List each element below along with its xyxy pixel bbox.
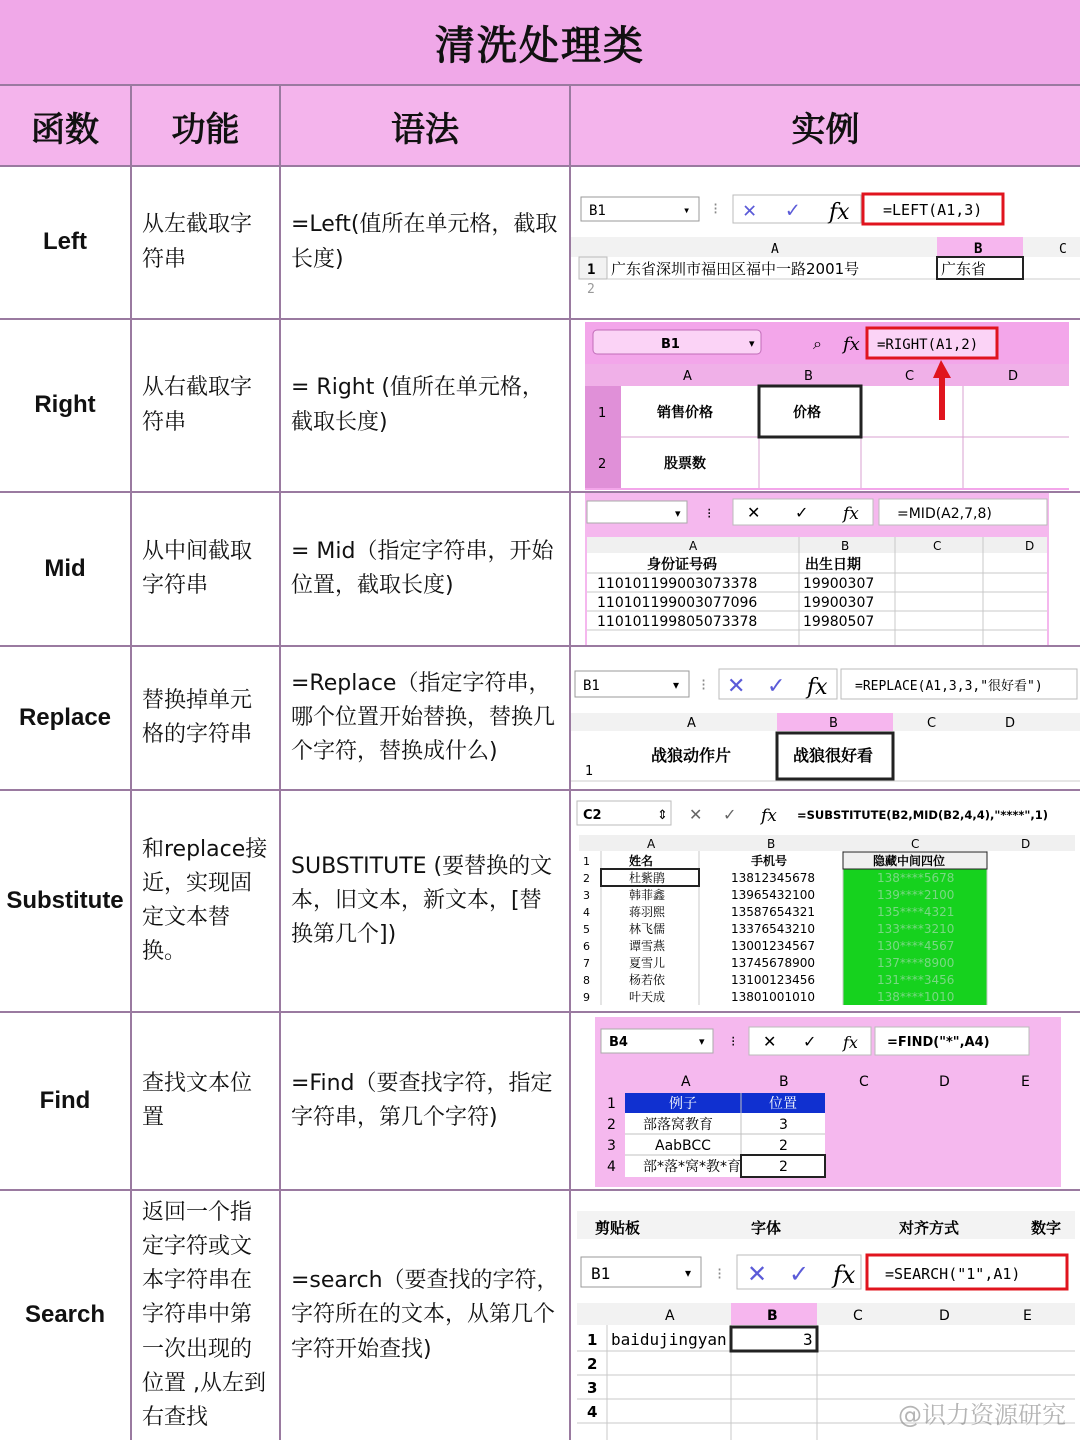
cell-position: 3 [779, 1117, 788, 1133]
col-header-c: C [853, 1308, 863, 1324]
name-box-text: B1 [591, 1264, 611, 1283]
example-screenshot-find [571, 1013, 1080, 1189]
row-header: 4 [583, 906, 590, 919]
header-feature: 功能 [132, 86, 281, 167]
feature-text: 从右截取字符串 [132, 320, 281, 491]
feature-text: 从左截取字符串 [132, 167, 281, 318]
col-header-a: A [683, 369, 692, 384]
row-header-2: 2 [587, 282, 595, 297]
cell-phone: 13376543210 [731, 922, 815, 936]
example-screenshot-substitute [571, 791, 1080, 1011]
chevron-down-icon: ▾ [699, 1035, 705, 1048]
function-icon[interactable]: fx [807, 675, 828, 700]
function-icon[interactable]: fx [843, 1033, 858, 1052]
chevron-down-icon: ▾ [673, 678, 680, 692]
cell-masked: 130****4567 [877, 939, 955, 953]
cell-name: 杜紫鹃 [629, 871, 666, 885]
formula-text: =MID(A2,7,8) [897, 506, 992, 522]
table-row-mid [0, 493, 1080, 647]
col-header-a: A [647, 837, 656, 851]
cell-b1-text: 战狼很好看 [793, 746, 874, 765]
row-header: 1 [587, 1331, 598, 1349]
row-header: 7 [583, 957, 590, 970]
syntax-text: =Find（要查找字符，指定字符串，第几个字符) [281, 1013, 571, 1189]
col-header-c: C [911, 837, 920, 851]
formula-text: =SUBSTITUTE(B2,MID(B2,4,4),"****",1) [797, 808, 1049, 822]
row-header: 2 [607, 1117, 616, 1133]
cell-phone: 13965432100 [731, 888, 815, 902]
col-header-b: B [779, 1074, 789, 1090]
cell-id: 110101199805073378 [597, 614, 758, 630]
col-header-b: B [804, 369, 813, 384]
syntax-text: = Right (值所在单元格，截取长度) [281, 320, 571, 491]
function-icon[interactable]: fx [833, 1261, 856, 1289]
confirm-icon[interactable]: ✓ [723, 805, 737, 824]
row-header: 2 [583, 872, 590, 885]
syntax-text: SUBSTITUTE (要替换的文本，旧文本，新文本，[替换第几个]) [281, 791, 571, 1011]
cell-phone: 13100123456 [731, 973, 815, 987]
cell-name: 蒋羽熙 [629, 905, 666, 919]
header-example: 实例 [791, 110, 860, 150]
row-header-1: 1 [585, 764, 594, 779]
example-screenshot-left [571, 167, 1080, 318]
cell-birth: 19900307 [803, 576, 875, 592]
cell-a1[interactable]: baidujingyan [611, 1330, 727, 1349]
example-screenshot-right [571, 320, 1080, 491]
cell-birth: 19980507 [803, 614, 875, 630]
col-header-a: A [665, 1308, 675, 1324]
cell-position: 2 [779, 1138, 788, 1154]
example-screenshot-replace [571, 647, 1080, 789]
function-icon[interactable]: fx [843, 504, 859, 524]
cell-masked: 139****2100 [877, 888, 955, 902]
cell-example: 部落窝教育 [643, 1117, 713, 1133]
cell-b1-text: 3 [803, 1330, 813, 1349]
dots-icon: ⁝ [701, 675, 707, 694]
row-header: 9 [583, 991, 590, 1004]
col-header-d: D [1025, 539, 1035, 553]
feature-text: 替换掉单元格的字符串 [132, 647, 281, 789]
function-icon[interactable]: fx [843, 334, 860, 355]
cell-a1[interactable]: 战狼动作片 [651, 746, 732, 765]
chevron-down-icon: ▾ [749, 337, 755, 350]
cancel-icon[interactable]: ✕ [747, 1260, 768, 1288]
cell-b1-text: 价格 [793, 405, 821, 421]
cell-masked: 138****5678 [877, 871, 955, 885]
cell-name: 杨若依 [629, 973, 666, 987]
col-header-d: D [939, 1308, 950, 1324]
col-header-a: A [771, 242, 779, 257]
ribbon-font[interactable]: 字体 [751, 1219, 782, 1237]
dots-icon: ⁝ [717, 1264, 723, 1283]
col-header-a: A [687, 716, 696, 731]
page-title: 清洗处理类 [0, 0, 1080, 86]
cell-name: 夏雪儿 [629, 956, 666, 970]
row-header: 6 [583, 940, 590, 953]
cell-example: AabBCC [655, 1138, 711, 1154]
watermark: @识力资源研究 [898, 1401, 1066, 1429]
cell-phone: 13001234567 [731, 939, 815, 953]
header-name: 姓名 [629, 854, 654, 868]
dots-icon: ⁝ [707, 506, 712, 522]
cell-b1-text: 广东省 [941, 260, 987, 278]
name-box-text: B1 [589, 203, 606, 219]
row-header: 8 [583, 974, 590, 987]
col-header-c: C [927, 716, 937, 731]
row-header: 4 [587, 1403, 598, 1421]
table-header [0, 86, 1080, 167]
example-screenshot-mid [571, 493, 1080, 645]
chevron-down-icon: ▾ [685, 1266, 692, 1280]
formula-text: =LEFT(A1,3) [883, 201, 983, 219]
table-row-find [0, 1013, 1080, 1191]
name-box-text: B4 [609, 1035, 628, 1050]
confirm-icon[interactable]: ✓ [803, 1032, 817, 1051]
cell-masked: 135****4321 [877, 905, 955, 919]
cell-position: 2 [779, 1159, 788, 1175]
formula-text: =RIGHT(A1,2) [877, 337, 979, 353]
header-syntax: 语法 [281, 86, 571, 167]
col-header-c: C [933, 539, 942, 553]
col-header-d: D [939, 1074, 950, 1090]
col-header-b: B [974, 241, 983, 257]
dots-icon: ⁝ [731, 1034, 736, 1050]
syntax-text: =Left(值所在单元格，截取长度) [281, 167, 571, 318]
col-header-b: B [767, 1308, 778, 1324]
row-header: 3 [583, 889, 590, 902]
col-header-c: C [859, 1074, 869, 1090]
cell-phone: 13587654321 [731, 905, 815, 919]
feature-text: 从中间截取字符串 [132, 493, 281, 645]
zoom-icon[interactable]: ⌕ [813, 334, 822, 353]
cancel-icon[interactable]: ✕ [763, 1032, 777, 1051]
col-header-a: A [681, 1074, 691, 1090]
name-box-text: B1 [661, 337, 680, 352]
ribbon-number[interactable]: 数字 [1031, 1219, 1062, 1237]
cancel-icon[interactable]: ✕ [747, 503, 761, 522]
cancel-icon[interactable]: ✕ [743, 198, 757, 223]
function-name: Find [0, 1013, 132, 1189]
dots-icon: ⁝ [713, 199, 719, 218]
row-header: 1 [607, 1096, 616, 1112]
header-birth: 出生日期 [805, 557, 861, 573]
cell-phone: 13801001010 [731, 990, 815, 1004]
row-header: 2 [587, 1355, 598, 1373]
name-box-text: C2 [583, 808, 602, 823]
cell-birth: 19900307 [803, 595, 875, 611]
header-id: 身份证号码 [647, 557, 717, 573]
function-name: Replace [0, 647, 132, 789]
header-position: 位置 [769, 1096, 797, 1112]
row-header-1: 1 [587, 262, 596, 278]
confirm-icon[interactable]: ✓ [786, 198, 800, 223]
cell-a1[interactable]: 广东省深圳市福田区福中一路2001号 [611, 260, 860, 278]
col-header-b: B [767, 837, 776, 851]
function-name: Mid [0, 493, 132, 645]
cell-example: 部*落*窝*教*育 [643, 1159, 741, 1175]
name-box-text: B1 [583, 678, 600, 694]
header-function: 函数 [0, 86, 132, 167]
col-header-e: E [1021, 1074, 1030, 1090]
function-name: Substitute [0, 791, 132, 1011]
row-header: 3 [587, 1379, 598, 1397]
cell-a1[interactable]: 销售价格 [657, 405, 713, 421]
syntax-text: =search（要查找的字符，字符所在的文本，从第几个字符开始查找) [281, 1191, 571, 1440]
row-header: 5 [583, 923, 590, 936]
row-header-1: 1 [598, 406, 607, 421]
row-header-2: 2 [598, 457, 607, 472]
syntax-text: =Replace（指定字符串，哪个位置开始替换，替换几个字符，替换成什么) [281, 647, 571, 789]
col-header-a: A [689, 539, 698, 553]
function-name: Right [0, 320, 132, 491]
feature-text: 查找文本位置 [132, 1013, 281, 1189]
cell-phone: 13745678900 [731, 956, 815, 970]
col-header-d: D [1005, 716, 1016, 731]
cell-id: 110101199003073378 [597, 576, 758, 592]
cancel-icon[interactable]: ✕ [689, 805, 703, 824]
formula-text: =REPLACE(A1,3,3,"很好看") [855, 679, 1043, 694]
formula-text: =SEARCH("1",A1) [885, 1265, 1021, 1283]
chevron-down-icon: ▾ [683, 203, 691, 217]
confirm-icon[interactable]: ✓ [795, 503, 809, 522]
function-name: Left [0, 167, 132, 318]
chevron-down-icon: ▾ [675, 507, 681, 520]
cell-masked: 131****3456 [877, 973, 955, 987]
table-row-right [0, 320, 1080, 493]
cell-masked: 133****3210 [877, 922, 955, 936]
ribbon-clipboard[interactable]: 剪贴板 [595, 1219, 641, 1237]
function-icon[interactable]: fx [829, 200, 850, 225]
cell-name: 韩菲鑫 [629, 888, 666, 902]
cell-a2[interactable]: 股票数 [664, 456, 706, 472]
cell-id: 110101199003077096 [597, 595, 758, 611]
cell-phone: 13812345678 [731, 871, 815, 885]
feature-text: 和replace接近，实现固定文本替换。 [132, 791, 281, 1011]
col-header-d: D [1021, 837, 1031, 851]
col-header-c: C [1059, 242, 1067, 257]
name-box[interactable] [587, 501, 687, 523]
row-header: 1 [583, 855, 590, 868]
cancel-icon[interactable]: ✕ [727, 674, 746, 699]
cell-name: 林飞儒 [629, 922, 666, 936]
table-row-substitute [0, 791, 1080, 1013]
cell-name: 叶天成 [629, 990, 666, 1004]
header-example: 例子 [669, 1096, 697, 1112]
col-header-d: D [1008, 369, 1019, 384]
header-masked: 隐藏中间四位 [873, 854, 946, 868]
feature-text: 返回一个指定字符或文本字符串在字符串中第一次出现的位置 ,从左到右查找 [132, 1191, 281, 1440]
table-row-replace [0, 647, 1080, 791]
row-header: 4 [607, 1159, 616, 1175]
col-header-b: B [841, 539, 850, 553]
cell-masked: 137****8900 [877, 956, 955, 970]
header-phone: 手机号 [751, 854, 788, 868]
confirm-icon[interactable]: ✓ [789, 1260, 810, 1288]
table-row-left [0, 167, 1080, 320]
formula-text: =FIND("*",A4) [887, 1035, 990, 1050]
cell-masked: 138****1010 [877, 990, 955, 1004]
col-header-b: B [829, 716, 838, 731]
syntax-text: = Mid（指定字符串，开始位置，截取长度) [281, 493, 571, 645]
col-header-e: E [1023, 1308, 1032, 1324]
spinner-icon[interactable]: ⇕ [657, 808, 668, 823]
row-header: 3 [607, 1138, 616, 1154]
confirm-icon[interactable]: ✓ [767, 674, 786, 699]
cell-name: 谭雪燕 [629, 939, 666, 953]
ribbon-alignment[interactable]: 对齐方式 [899, 1219, 960, 1237]
function-name: Search [0, 1191, 132, 1440]
function-icon[interactable]: fx [761, 806, 777, 826]
col-header-c: C [905, 369, 915, 384]
